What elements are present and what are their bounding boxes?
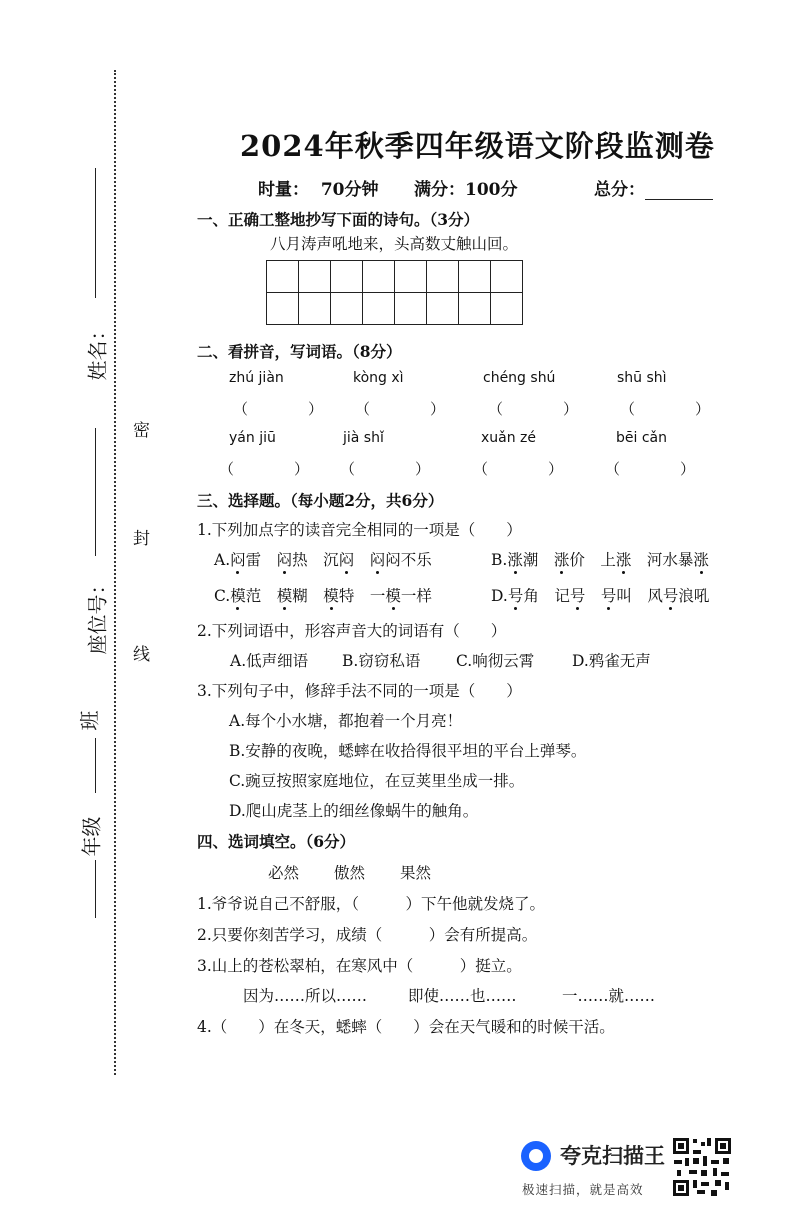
answer-blank[interactable]: （ ） — [355, 400, 446, 418]
pinyin-item: bēi cǎn — [616, 430, 667, 446]
seal-char-xian: 线 — [133, 645, 150, 665]
time-label: 时量： — [258, 180, 309, 200]
total-score-info — [594, 175, 713, 200]
q3-option-a[interactable]: A.每个小水塘，都抱着一个月亮！ — [229, 712, 463, 730]
conjunction-pair: 即使……也…… — [408, 987, 517, 1005]
seat-label: 座位号： — [85, 574, 110, 655]
pinyin-item: chéng shú — [483, 370, 556, 386]
q2-option-b[interactable]: B.窃窃私语 — [342, 652, 421, 670]
pinyin-item: yán jiū — [229, 430, 276, 446]
name-blank-line — [95, 168, 96, 298]
name-label: 姓名： — [85, 320, 110, 381]
q3-option-d[interactable]: D.爬山虎茎上的细丝像蜗牛的触角。 — [229, 802, 479, 820]
scanner-brand-name: 夸克扫描王 — [560, 1144, 665, 1168]
pinyin-item: kòng xì — [353, 370, 404, 386]
q1-option-b[interactable]: B.涨潮 涨价 上涨 河水暴涨 — [491, 551, 709, 569]
answer-blank[interactable]: （ ） — [473, 460, 564, 478]
question-2: 2.下列词语中，形容声音大的词语有（ ） — [197, 622, 507, 640]
class-blank-line — [95, 738, 96, 793]
scanner-logo-icon — [521, 1141, 551, 1171]
pinyin-item: xuǎn zé — [481, 430, 537, 446]
word-choice: 必然 — [268, 864, 300, 882]
q3-option-b[interactable]: B.安静的夜晚，蟋蟀在收拾得很平坦的平台上弹琴。 — [229, 742, 587, 760]
total-score-label: 总分： — [594, 180, 645, 200]
question-1: 1.下列加点字的读音完全相同的一项是（ ） — [197, 521, 522, 539]
q1-option-d[interactable]: D.号角 记号 号叫 风号浪吼 — [491, 587, 710, 605]
answer-blank[interactable]: （ ） — [233, 400, 324, 418]
seal-char-mi: 密 — [133, 421, 150, 441]
answer-blank[interactable]: （ ） — [340, 460, 431, 478]
full-score-value: 100分 — [465, 180, 518, 200]
q2-option-c[interactable]: C.响彻云霄 — [456, 652, 535, 670]
fill-sentence-4[interactable]: 4.（ ）在冬天，蟋蟀（ ）会在天气暖和的时候干活。 — [197, 1018, 615, 1036]
pinyin-item: zhú jiàn — [229, 370, 284, 386]
pinyin-item: jià shǐ — [343, 430, 384, 446]
answer-blank[interactable]: （ ） — [605, 460, 696, 478]
q2-option-a[interactable]: A.低声细语 — [230, 652, 309, 670]
q1-option-a[interactable]: A.闷雷 闷热 沉闷 闷闷不乐 — [214, 551, 432, 569]
seal-char-feng: 封 — [133, 529, 150, 549]
class-label: 班 — [77, 710, 102, 731]
full-score-label: 满分： — [414, 180, 465, 200]
conjunction-pair: 一……就…… — [562, 987, 656, 1005]
q2-option-d[interactable]: D.鸦雀无声 — [572, 652, 651, 670]
exam-title: 2024年秋季四年级语文阶段监测卷 — [240, 129, 715, 163]
question-3: 3.下列句子中，修辞手法不同的一项是（ ） — [197, 682, 522, 700]
answer-blank[interactable]: （ ） — [219, 460, 310, 478]
total-score-blank[interactable] — [645, 183, 713, 200]
grade-blank-line — [95, 860, 96, 918]
fill-sentence-1[interactable]: 1.爷爷说自己不舒服，（ ）下午他就发烧了。 — [197, 895, 546, 913]
qr-code-icon — [671, 1136, 733, 1198]
answer-blank[interactable]: （ ） — [488, 400, 579, 418]
section1-heading: 一、正确工整地抄写下面的诗句。（3分） — [197, 210, 480, 229]
grade-label: 年级 — [79, 816, 104, 857]
word-choice: 傲然 — [334, 864, 366, 882]
poem-line: 八月涛声吼地来，头高数丈触山回。 — [270, 235, 519, 253]
section2-heading: 二、看拼音，写词语。（8分） — [197, 342, 402, 361]
fill-sentence-2[interactable]: 2.只要你刻苦学习，成绩（ ）会有所提高。 — [197, 926, 538, 944]
time-info — [258, 175, 379, 200]
answer-blank[interactable]: （ ） — [620, 400, 711, 418]
scanner-slogan: 极速扫描，就是高效 — [522, 1182, 644, 1197]
q1-option-c[interactable]: C.模范 模糊 模特 一模一样 — [214, 587, 432, 605]
pinyin-item: shū shì — [617, 370, 667, 386]
section3-heading: 三、选择题。（每小题2分，共6分） — [197, 491, 444, 510]
time-value: 70分钟 — [320, 180, 379, 200]
conjunction-pair: 因为……所以…… — [243, 987, 368, 1005]
seat-blank-line — [95, 428, 96, 556]
fill-sentence-3[interactable]: 3.山上的苍松翠柏，在寒风中（ ）挺立。 — [197, 957, 522, 975]
binding-dotted-line — [114, 70, 116, 1075]
q3-option-c[interactable]: C.豌豆按照家庭地位，在豆荚里坐成一排。 — [229, 772, 525, 790]
copy-grid[interactable] — [266, 260, 523, 325]
full-score-info — [414, 175, 518, 200]
word-choice: 果然 — [400, 864, 432, 882]
section4-heading: 四、选词填空。（6分） — [197, 832, 356, 851]
